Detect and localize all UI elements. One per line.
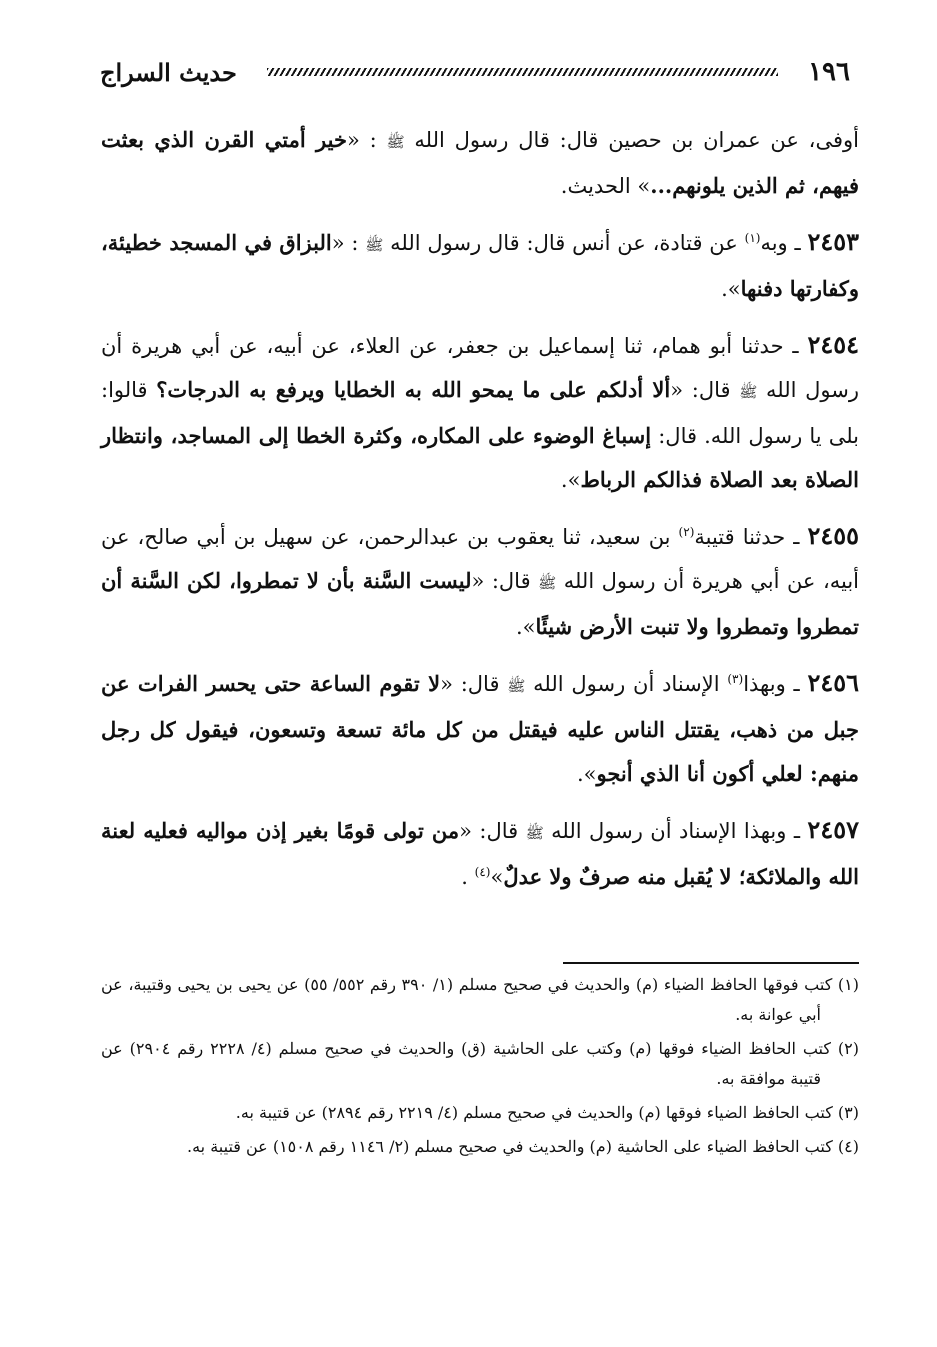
text-run: أوفى، عن عمران بن حصين قال: قال رسول الله [404,128,859,152]
text-run: . [461,865,475,889]
page-number: ١٩٦ [808,57,850,87]
hadith-matn: البزاق في المسجد خطيئة، وكفارتها دفنها [101,230,859,301]
text-run: » [490,865,504,889]
header-decorative-rule [267,68,778,76]
hadith-matn: ليست السَّنة بأن لا تمطروا، لكن السَّنة أن تمطروا وتمطروا ولا تنبت الأرض شيئًا [101,568,859,639]
text-run: ـ وبه [760,231,808,255]
text-run: عن قتادة، عن أنس قال: قال رسول الله [383,231,745,255]
honorific-glyph: ﷺ [507,677,526,695]
text-run: : « [331,231,366,255]
hadith-number: ٢٤٥٦ [807,668,859,697]
footnote: (٣) كتب الحافظ الضياء فوقها (م) والحديث في صحيح مسلم (٤/ ٢٢١٩ رقم ٢٨٩٤) عن قتيبة به. [235,1103,859,1122]
footnote-marker: (٤) [474,865,491,879]
footnotes [101,970,859,1166]
text-run: ». [576,762,597,786]
hadith-number: ٢٤٥٥ [807,521,860,550]
text-run: » الحديث. [560,174,651,198]
text-run: قالوا: بلى يا رسول الله. قال: [101,378,859,448]
hadith-matn: من تولى قومًا بغير إذن مواليه فعليه لعنة الله والملائكة؛ لا يُقبل منه صرفٌ ولا عدلٌ [101,818,859,889]
text-run: قال: « [459,819,526,843]
text-run: : « [346,128,387,152]
footnote-marker: (٣) [727,672,744,686]
hadith-paragraph [101,220,859,311]
hadith-matn: لا تقوم الساعة حتى يحسر الفرات عن جبل من ذهب، يقتتل الناس عليه فيقتل من كل مائة تسعة وتسعون، فيقول كل رجل منهم: لعلي أكون أنا الذي أنجو [101,671,859,786]
hadith-number: ٢٤٥٧ [807,815,859,844]
text-run: قال: « [670,378,740,402]
hadith-paragraph [101,808,859,899]
hadith-paragraph [101,323,859,502]
text-run: الإسناد أن رسول الله [525,672,728,696]
running-title: حديث السراج [100,57,237,87]
footnote-marker: (٢) [678,525,695,539]
hadith-number: ٢٤٥٣ [807,227,859,256]
text-run: ـ وبهذا [743,672,808,696]
footnote-separator [563,962,859,964]
text-run: ـ حدثنا قتيبة [694,525,808,549]
honorific-glyph: ﷺ [365,236,384,254]
text-run: ». [721,277,741,301]
hadith-matn: إسباغ الوضوء على المكاره، وكثرة الخطا إلى المساجد، وانتظار الصلاة بعد الصلاة فذالكم الرباط [101,423,859,492]
hadith-paragraph [101,661,859,796]
honorific-glyph: ﷺ [386,133,405,151]
text-run: ـ وبهذا الإسناد أن رسول الله [543,819,808,843]
text-run: ». [560,468,581,492]
hadith-matn: ألا أدلكم على ما يمحو الله به الخطايا ويرفع به الدرجات؟ [156,377,671,402]
text-run: قال: « [471,569,539,593]
footnote: (١) كتب فوقها الحافظ الضياء (م) والحديث في صحيح مسلم (١/ ٣٩٠ رقم ٥٥٢/ ٥٥) عن يحيى بن يحيى وقتيبة، عن أبي عوانة به. [101,975,859,1024]
footnote: (٢) كتب الحافظ الضياء فوقها (م) وكتب على الحاشية (ق) والحديث في صحيح مسلم (٤/ ٢٢٢٨ رقم ٢٩٠٤) عن قتيبة موافقة به. [101,1039,860,1088]
hadith-matn: خير أمتي القرن الذي بعثت فيهم، ثم الذين يلونهم... [101,127,859,198]
text-run: ». [515,615,536,639]
text-run: ـ حدثنا أبو همام، ثنا إسماعيل بن جعفر، عن العلاء، عن أبيه، عن أبي هريرة أن رسول الله [101,334,859,402]
hadith-paragraph [101,118,859,208]
footnote: (٤) كتب الحافظ الضياء على الحاشية (م) والحديث في صحيح مسلم (٢/ ١١٤٦ رقم ١٥٠٨) عن قتيبة به. [187,1137,859,1156]
honorific-glyph: ﷺ [538,574,557,592]
page-header [100,52,850,92]
honorific-glyph: ﷺ [525,824,544,842]
footnote-marker: (١) [744,231,761,245]
main-text [101,118,859,911]
text-run: بن سعيد، ثنا يعقوب بن عبدالرحمن، عن سهيل بن أبي صالح، عن أبيه، عن أبي هريرة أن رسول الله [101,525,860,593]
hadith-paragraph [101,514,859,649]
honorific-glyph: ﷺ [739,383,758,401]
hadith-number: ٢٤٥٤ [807,330,859,359]
text-run: قال: « [440,672,508,696]
